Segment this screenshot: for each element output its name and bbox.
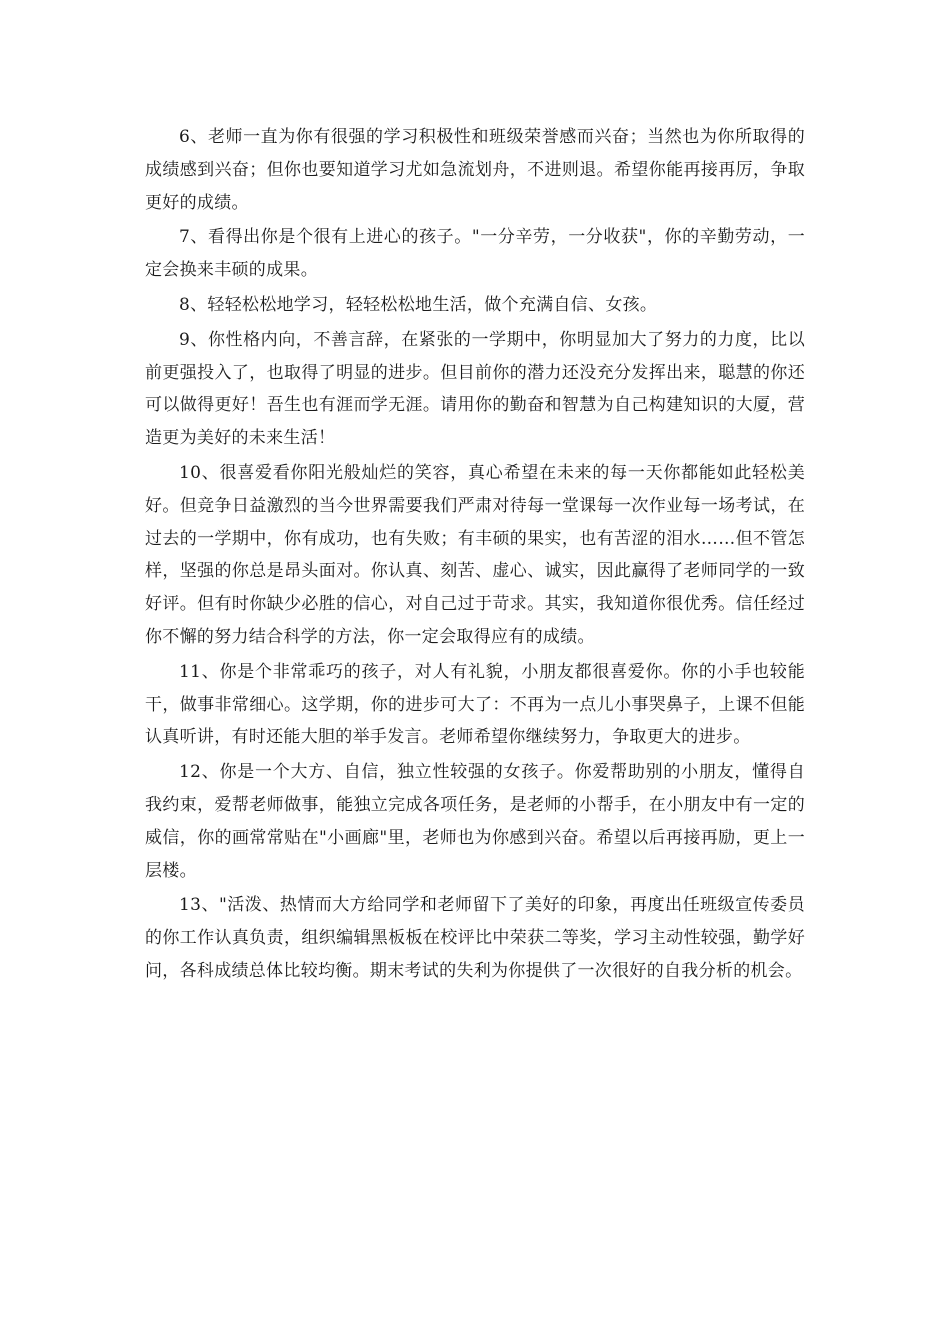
comment-paragraph-6: 6、老师一直为你有很强的学习积极性和班级荣誉感而兴奋；当然也为你所取得的成绩感到兴奋；但你也要知道学习尤如急流划舟，不进则退。希望你能再接再厉，争取更好的成绩。 [145,127,805,213]
comment-paragraph-7: 7、看得出你是个很有上进心的孩子。"一分辛劳，一分收获"，你的辛勤劳动，一定会换来丰硕的成果。 [145,227,805,281]
comment-paragraph-11: 11、你是个非常乖巧的孩子，对人有礼貌，小朋友都很喜爱你。你的小手也较能干，做事非常细心。这学期，你的进步可大了：不再为一点儿小事哭鼻子，上课不但能认真听讲，有时还能大胆的举手发言。老师希望你继续努力，争取更大的进步。 [145,661,805,748]
comment-paragraph-12: 12、你是一个大方、自信，独立性较强的女孩子。你爱帮助别的小朋友，懂得自我约束，爱帮老师做事，能独立完成各项任务，是老师的小帮手，在小朋友中有一定的威信，你的画常常贴在"小画廊"里，老师也为你感到兴奋。希望以后再接再励，更上一层楼。 [145,762,805,881]
comment-paragraph-9: 9、你性格内向，不善言辞，在紧张的一学期中，你明显加大了努力的力度，比以前更强投入了，也取得了明显的进步。但目前你的潜力还没充分发挥出来，聪慧的你还可以做得更好！吾生也有涯而学无涯。请用你的勤奋和智慧为自己构建知识的大厦，营造更为美好的未来生活！ [145,329,805,449]
document-body [145,121,805,990]
comment-paragraph-8: 8、轻轻松松地学习，轻轻松松地生活，做个充满自信、女孩。 [179,294,658,315]
comment-paragraph-13: 13、"活泼、热情而大方给同学和老师留下了美好的印象，再度出任班级宣传委员的你工作认真负责，组织编辑黑板板在校评比中荣获二等奖，学习主动性较强，勤学好问，各科成绩总体比较均衡。期末考试的失利为你提供了一次很好的自我分析的机会。 [145,895,805,981]
comment-paragraph-10: 10、很喜爱看你阳光般灿烂的笑容，真心希望在未来的每一天你都能如此轻松美好。但竞争日益激烈的当今世界需要我们严肃对待每一堂课每一次作业每一场考试，在过去的一学期中，你有成功，也有失败；有丰硕的果实，也有苦涩的泪水……但不管怎样，坚强的你总是昂头面对。你认真、刻苦、虚心、诚实，因此赢得了老师同学的一致好评。但有时你缺少必胜的信心，对自己过于苛求。其实，我知道你很优秀。信任经过你不懈的努力结合科学的方法，你一定会取得应有的成绩。 [145,462,805,647]
